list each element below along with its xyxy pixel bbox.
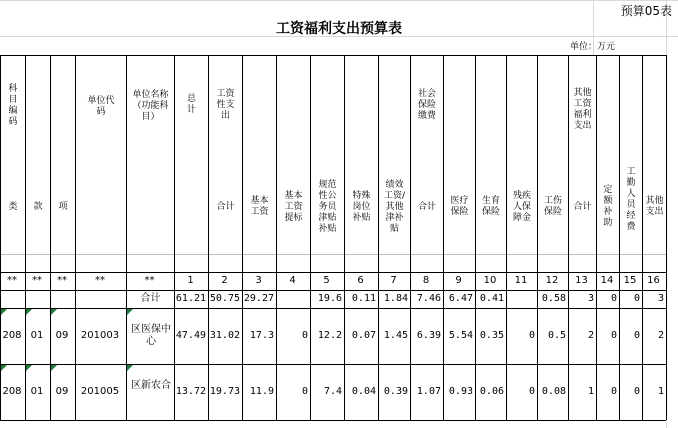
cell-marker-icon xyxy=(51,365,57,371)
header-special-post: 特殊岗位补贴 xyxy=(352,190,371,223)
index-cell: ** xyxy=(95,275,105,286)
header-other-expense: 其他支出 xyxy=(645,196,664,217)
total-cell: 0.11 xyxy=(351,293,376,304)
header-other-wage: 其他工资福利支出 xyxy=(573,88,592,131)
unit-label: 单位：万元 xyxy=(570,42,616,52)
index-cell: 7 xyxy=(390,275,397,286)
total-label: 合计 xyxy=(140,293,161,304)
cell-marker-icon xyxy=(127,365,133,371)
grid-row-line xyxy=(0,254,666,255)
index-cell: 9 xyxy=(455,275,462,286)
header-wage-expense: 工资性支出 xyxy=(216,88,235,121)
row-value-cell: 0 xyxy=(528,330,535,341)
header-lei: 类 xyxy=(8,201,18,212)
index-cell: 3 xyxy=(255,275,262,286)
header-other-subtotal: 合计 xyxy=(573,201,592,212)
index-cell: 6 xyxy=(357,275,364,286)
row-lei: 208 xyxy=(2,386,22,397)
row-value-cell: 13.72 xyxy=(175,386,206,397)
row-lei: 208 xyxy=(2,330,22,341)
row-unit-code: 201005 xyxy=(80,386,120,397)
cell-marker-icon xyxy=(26,365,32,371)
row-unit-code: 201003 xyxy=(80,330,120,341)
row-value-cell: 1 xyxy=(657,386,664,397)
total-cell: 6.47 xyxy=(448,293,473,304)
header-xiang: 项 xyxy=(58,201,68,212)
row-value-cell: 0.07 xyxy=(351,330,376,341)
header-wage-subtotal: 合计 xyxy=(216,201,235,212)
header-subject-code: 科目编码 xyxy=(8,84,18,127)
index-cell: ** xyxy=(57,275,67,286)
row-value-cell: 1 xyxy=(587,386,594,397)
cell-marker-icon xyxy=(1,365,7,371)
index-cell: ** xyxy=(7,275,17,286)
total-cell: 0 xyxy=(610,293,617,304)
row-value-cell: 0.5 xyxy=(547,330,566,341)
total-cell: 0.58 xyxy=(541,293,566,304)
header-disabled: 残疾人保障金 xyxy=(512,190,531,223)
header-service-staff: 工勤人员经费 xyxy=(626,167,636,232)
index-cell: 5 xyxy=(323,275,330,286)
row-kuan: 01 xyxy=(30,330,44,341)
header-basic-wage-raise: 基本工资提标 xyxy=(284,190,303,223)
index-cell: 13 xyxy=(575,275,588,286)
index-cell: 2 xyxy=(221,275,228,286)
row-xiang: 09 xyxy=(55,386,69,397)
row-value-cell: 0.06 xyxy=(479,386,504,397)
total-row-line xyxy=(0,290,666,291)
total-cell: 61.21 xyxy=(175,293,206,304)
header-maternity: 生育保险 xyxy=(481,196,500,217)
index-cell: 8 xyxy=(422,275,430,286)
total-cell: 19.6 xyxy=(317,293,342,304)
header-kuan: 款 xyxy=(33,201,43,212)
header-quota-subsidy: 定额补助 xyxy=(603,185,613,228)
cell-marker-icon xyxy=(51,309,57,315)
row-value-cell: 17.3 xyxy=(249,330,274,341)
index-cell: 4 xyxy=(289,275,296,286)
row-value-cell: 7.4 xyxy=(323,386,342,397)
row-value-cell: 31.02 xyxy=(209,330,240,341)
cell-marker-icon xyxy=(26,309,32,315)
row-value-cell: 0.93 xyxy=(448,386,473,397)
index-cell: 11 xyxy=(514,275,528,286)
row-value-cell: 11.9 xyxy=(249,386,274,397)
row-unit-name: 区医保中心 xyxy=(131,324,171,347)
row-value-cell: 6.39 xyxy=(416,330,441,341)
data-row-line xyxy=(0,364,666,365)
row-value-cell: 5.54 xyxy=(448,330,473,341)
index-row-line xyxy=(0,272,666,273)
form-number: 预算05表 xyxy=(620,4,672,18)
index-cell: ** xyxy=(144,275,155,286)
row-value-cell: 0 xyxy=(633,330,640,341)
row-value-cell: 0 xyxy=(610,330,617,341)
index-cell: 10 xyxy=(483,275,497,286)
header-basic-wage: 基本工资 xyxy=(250,196,269,217)
row-value-cell: 0.39 xyxy=(383,386,408,397)
row-value-cell: 1.07 xyxy=(416,386,441,397)
header-ins-subtotal: 合计 xyxy=(417,201,436,212)
row-value-cell: 0 xyxy=(528,386,535,397)
total-cell: 3 xyxy=(657,293,664,304)
page-title: 工资福利支出预算表 xyxy=(276,21,402,37)
cell-marker-icon xyxy=(1,309,7,315)
header-total: 总计 xyxy=(186,94,196,115)
row-value-cell: 0 xyxy=(301,386,308,397)
row-value-cell: 19.73 xyxy=(209,386,240,397)
header-performance-wage: 绩效工资/其他津补贴 xyxy=(383,179,406,234)
total-cell: 50.75 xyxy=(209,293,240,304)
total-cell: 29.27 xyxy=(243,293,274,304)
total-cell: 0.41 xyxy=(479,293,504,304)
index-cell: 12 xyxy=(545,275,559,286)
total-cell: 7.46 xyxy=(416,293,441,304)
row-xiang: 09 xyxy=(55,330,69,341)
total-cell: 1.84 xyxy=(383,293,408,304)
table-border-bottom xyxy=(0,420,666,421)
cell-marker-icon xyxy=(127,309,133,315)
index-cell: 15 xyxy=(623,275,637,286)
header-unit-name: 单位名称（功能科目） xyxy=(132,89,169,122)
row-value-cell: 1.45 xyxy=(383,330,408,341)
row-value-cell: 0 xyxy=(301,330,308,341)
row-value-cell: 2 xyxy=(657,330,664,341)
total-cell: 3 xyxy=(587,293,594,304)
row-value-cell: 0.04 xyxy=(351,386,376,397)
row-value-cell: 0 xyxy=(610,386,617,397)
index-cell: ** xyxy=(32,275,42,286)
header-norm-allowance: 规范性公务员津贴补贴 xyxy=(318,179,337,234)
row-value-cell: 47.49 xyxy=(175,330,206,341)
header-social-insurance: 社会保险缴费 xyxy=(417,88,436,121)
index-cell: 16 xyxy=(647,275,660,286)
index-cell: 14 xyxy=(600,275,614,286)
header-injury: 工伤保险 xyxy=(543,196,562,217)
row-value-cell: 12.2 xyxy=(317,330,342,341)
data-row-line xyxy=(0,308,666,309)
row-value-cell: 0.35 xyxy=(479,330,504,341)
index-cell: 1 xyxy=(187,275,194,286)
total-cell: 0 xyxy=(633,293,640,304)
header-unit-code: 单位代码 xyxy=(87,96,115,117)
row-value-cell: 0 xyxy=(633,386,640,397)
gridline xyxy=(0,0,678,1)
table-border-top xyxy=(0,55,666,56)
header-medical: 医疗保险 xyxy=(450,196,469,217)
row-value-cell: 0.08 xyxy=(541,386,566,397)
row-unit-name: 区新农合 xyxy=(131,380,171,391)
row-kuan: 01 xyxy=(30,386,44,397)
row-value-cell: 2 xyxy=(587,330,594,341)
